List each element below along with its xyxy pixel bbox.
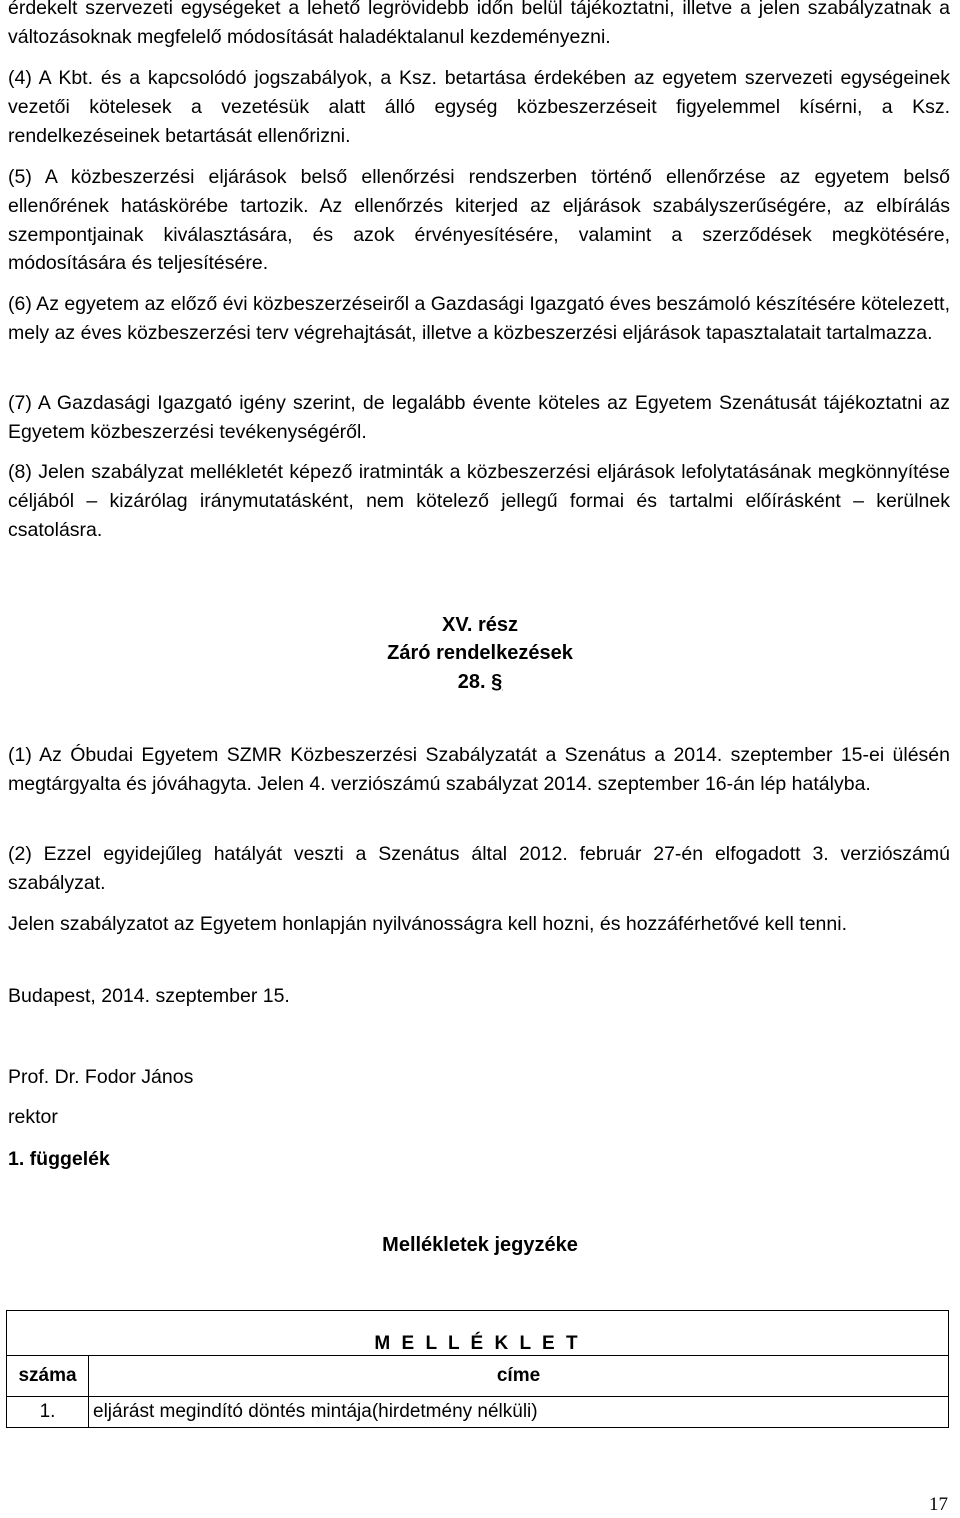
appendix-label: 1. függelék [8,1148,110,1170]
paragraph-6: (6) Az egyetem az előző évi közbeszerzéseiről a Gazdasági Igazgató éves beszámoló készítésére kötelezett, mely az éves közbeszerzési terv végrehajtását, illetve a közbeszerzési eljárások tapasztalatait tartalmazza. [8,293,950,344]
section-part: XV. rész [442,614,518,636]
annex-table-header-row [7,1356,949,1397]
section-number-text: 28. [457,671,486,693]
signatory-role: rektor [8,1106,58,1128]
signatory-name: Prof. Dr. Fodor János [8,1066,194,1088]
place-date: Budapest, 2014. szeptember 15. [8,985,290,1007]
paragraph-4: (4) A Kbt. és a kapcsolódó jogszabályok, a Ksz. betartása érdekében az egyetem szervezeti egységeinek vezetői kötelesek a vezetésük alatt álló egység közbeszerzéseit figyelemmel kísérni, a Ksz. rendelkezéseinek betartását ellenőrizni. [8,67,950,147]
annex-row-title: eljárást megindító döntés mintája(hirdetmény nélküli) [89,1397,949,1428]
annex-row-number: 1. [7,1397,89,1428]
annex-table-title: M E L L É K L E T [7,1311,949,1356]
page-number: 17 [929,1494,948,1515]
annex-table-title-row [7,1311,949,1356]
section-title: Záró rendelkezések [387,642,573,664]
paragraph-5: (5) A közbeszerzési eljárások belső ellenőrzési rendszerben történő ellenőrzése az egyetem belső ellenőrének hatáskörébe tartozik. Az ellenőrzés kiterjed az eljárások szabályszerűségére, az elbírálás szempontjainak kiválasztására, és azok érvényesítésére, valamint a szerződések megkötésére, módosítására és teljesítésére. [8,166,950,275]
closing-paragraph-2: (2) Ezzel egyidejűleg hatályát veszti a Szenátus által 2012. február 27-én elfogadott 3. verziószámú szabályzat. [8,843,950,894]
closing-paragraph-1: (1) Az Óbudai Egyetem SZMR Közbeszerzési Szabályzatát a Szenátus a 2014. szeptember 15-ei ülésén megtárgyalta és jóváhagyta. Jelen 4. verziószámú szabályzat 2014. szeptember 16-án lép hatályba. [8,744,950,795]
annex-header-number: száma [7,1356,89,1397]
closing-paragraph-3: Jelen szabályzatot az Egyetem honlapján nyilvánosságra kell hozni, és hozzáférhetővé kell tenni. [8,913,847,935]
section-symbol: § [491,671,503,693]
paragraph-8: (8) Jelen szabályzat mellékletét képező iratminták a közbeszerzési eljárások lefolytatásának megkönnyítése céljából – kizárólag iránymutatásként, nem kötelező jellegű formai és tartalmi előírásként – kerülnek csatolásra. [8,461,950,541]
paragraph-7: (7) A Gazdasági Igazgató igény szerint, de legalább évente köteles az Egyetem Szenátusát tájékoztatni az Egyetem közbeszerzési tevékenységéről. [8,392,950,443]
annex-table [6,1310,949,1428]
annex-header-title: címe [89,1356,949,1397]
table-row [7,1397,949,1428]
paragraph-continuation: érdekelt szervezeti egységeket a lehető legrövidebb időn belül tájékoztatni, illetve a jelen szabályzatnak a változásoknak megfelelő módosítását haladéktalanul kezdeményezni. [8,0,950,48]
section-number [0,668,960,696]
annex-list-title: Mellékletek jegyzéke [382,1234,578,1256]
